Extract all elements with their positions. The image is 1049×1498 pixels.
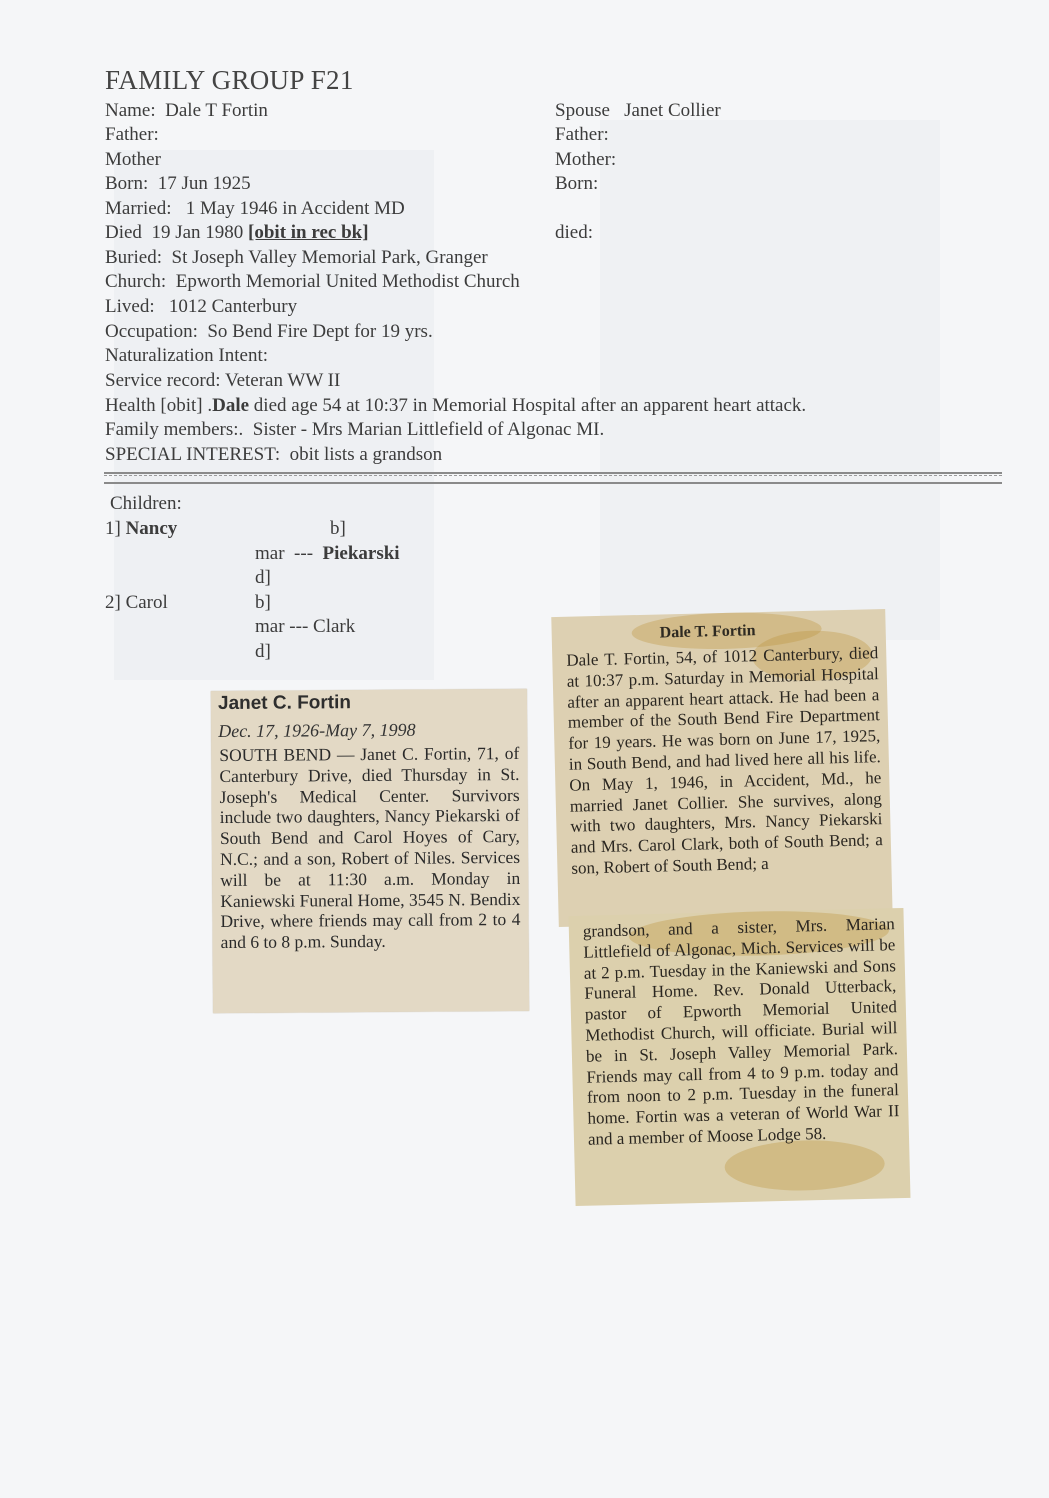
spouse-born-label: Born:	[555, 173, 599, 194]
child-1-dash: ---	[294, 543, 314, 564]
health-name: Dale	[212, 395, 250, 416]
child-1-name: Nancy	[125, 518, 178, 539]
died-value: 19 Jan 1980	[151, 222, 244, 243]
lived-row	[105, 295, 297, 319]
buried-label: Buried:	[105, 247, 162, 268]
born-row	[105, 172, 251, 196]
children-label: Children:	[110, 493, 182, 514]
special-value: obit lists a grandson	[289, 444, 443, 465]
married-row	[105, 197, 405, 221]
spouse-mother-label: Mother:	[555, 149, 617, 170]
spouse-died-label: died:	[555, 222, 593, 243]
page-title: FAMILY GROUP F21	[105, 65, 354, 95]
born-label: Born:	[105, 173, 149, 194]
occupation-value: So Bend Fire Dept for 19 yrs.	[207, 321, 433, 342]
service-value: Veteran WW II	[224, 370, 341, 391]
janet-obituary-clipping	[211, 689, 529, 1013]
health-row	[105, 394, 806, 418]
child-2-born: b]	[255, 592, 271, 613]
lived-value: 1012 Canterbury	[168, 296, 298, 317]
obit-link[interactable]: [obit in rec bk]	[248, 222, 369, 243]
spouse-row	[555, 99, 721, 123]
spouse-father-label: Father:	[555, 124, 609, 145]
child-1-died: d]	[255, 567, 271, 588]
buried-row	[105, 246, 488, 270]
child-2-number: 2]	[105, 592, 121, 613]
spouse-label: Spouse	[555, 100, 610, 121]
name-value: Dale T Fortin	[165, 100, 268, 121]
dale-obituary-heading: Dale T. Fortin	[659, 622, 756, 642]
died-row	[105, 221, 369, 245]
child-2-died: d]	[255, 641, 271, 662]
child-1-married-row	[255, 542, 400, 566]
naturalization-label: Naturalization Intent:	[105, 345, 269, 366]
child-1-mar-label: mar	[255, 543, 285, 564]
church-row	[105, 270, 520, 294]
janet-obituary-heading: Janet C. Fortin	[217, 692, 352, 715]
child-2-row	[105, 591, 168, 615]
church-label: Church:	[105, 271, 167, 292]
born-value: 17 Jun 1925	[157, 173, 251, 194]
church-value: Epworth Memorial United Methodist Church	[175, 271, 520, 292]
health-label: Health [obit] .	[105, 395, 213, 416]
child-1-row	[105, 517, 177, 541]
name-label: Name:	[105, 100, 156, 121]
dale-obituary-text-part1: Dale T. Fortin, 54, of 1012 Canterbury, died at 10:37 p.m. Saturday in Memorial Hospital after an apparent heart attack. He had been a member of the South Bend Fire Department for 19 years. He was born on June 17, 1925, in South Bend, and had lived here all his life. On May 1, 1946, in Accident, Md., he married Janet Collier. She survives, along with two daughters, Mrs. Nancy Piekarski and Mrs. Carol Clark, both of South Bend; a son, Robert of South Bend; a	[566, 643, 884, 878]
dale-obituary-clipping-top	[551, 609, 892, 927]
father-label: Father:	[105, 124, 159, 145]
child-1-spouse: Piekarski	[322, 543, 400, 564]
family-value: Sister - Mrs Marian Littlefield of Algonac MI.	[252, 419, 605, 440]
mother-label: Mother	[105, 149, 161, 170]
occupation-label: Occupation:	[105, 321, 198, 342]
occupation-row	[105, 320, 433, 344]
health-value: died age 54 at 10:37 in Memorial Hospital after an apparent heart attack.	[253, 395, 807, 416]
child-1-born: b]	[330, 518, 346, 539]
service-row	[105, 369, 340, 393]
died-label: Died	[105, 222, 142, 243]
married-value: 1 May 1946 in Accident MD	[185, 198, 405, 219]
dale-obituary-clipping-bottom	[569, 908, 911, 1206]
service-label: Service record:	[105, 370, 221, 391]
lived-label: Lived:	[105, 296, 155, 317]
family-row	[105, 418, 604, 442]
buried-value: St Joseph Valley Memorial Park, Granger	[171, 247, 488, 268]
child-2-name: Carol	[125, 592, 168, 613]
name-row	[105, 99, 268, 123]
show-through-right	[600, 120, 940, 640]
separator-rule	[104, 472, 1002, 484]
janet-obituary-text: SOUTH BEND — Janet C. Fortin, 71, of Canterbury Drive, died Thursday in St. Joseph's Medical Center. Survivors include two daughters, Nancy Piekarski of South Bend and Carol Hoyes of Cary, N.C.; and a son, Robert of Niles. Services will be at 11:30 a.m. Monday in Kaniewski Funeral Home, 3545 N. Bendix Drive, where friends may call from 2 to 4 and 6 to 8 p.m. Sunday.	[219, 742, 521, 953]
spouse-value: Janet Collier	[624, 100, 721, 121]
child-1-number: 1]	[105, 518, 121, 539]
special-row	[105, 443, 442, 467]
dale-obituary-text-part2: grandson, and a sister, Mrs. Marian Littlefield of Algonac, Mich. Services will be at 2 p.m. Tuesday in the Kaniewski and Sons Funeral Home. Rev. Donald Utterback, pastor of Epworth Memorial United Methodist Church, will officiate. Burial will be in St. Joseph Valley Memorial Park. Friends may call from 4 to 9 p.m. today and from noon to 2 p.m. Tuesday in the funeral home. Fortin was a veteran of World War II and a member of Moose Lodge 58.	[582, 914, 900, 1149]
janet-obituary-dates: Dec. 17, 1926-May 7, 1998	[218, 719, 416, 742]
child-2-married: mar --- Clark	[255, 616, 356, 637]
family-label: Family members:.	[105, 419, 244, 440]
special-label: SPECIAL INTEREST:	[105, 444, 281, 465]
married-label: Married:	[105, 198, 172, 219]
